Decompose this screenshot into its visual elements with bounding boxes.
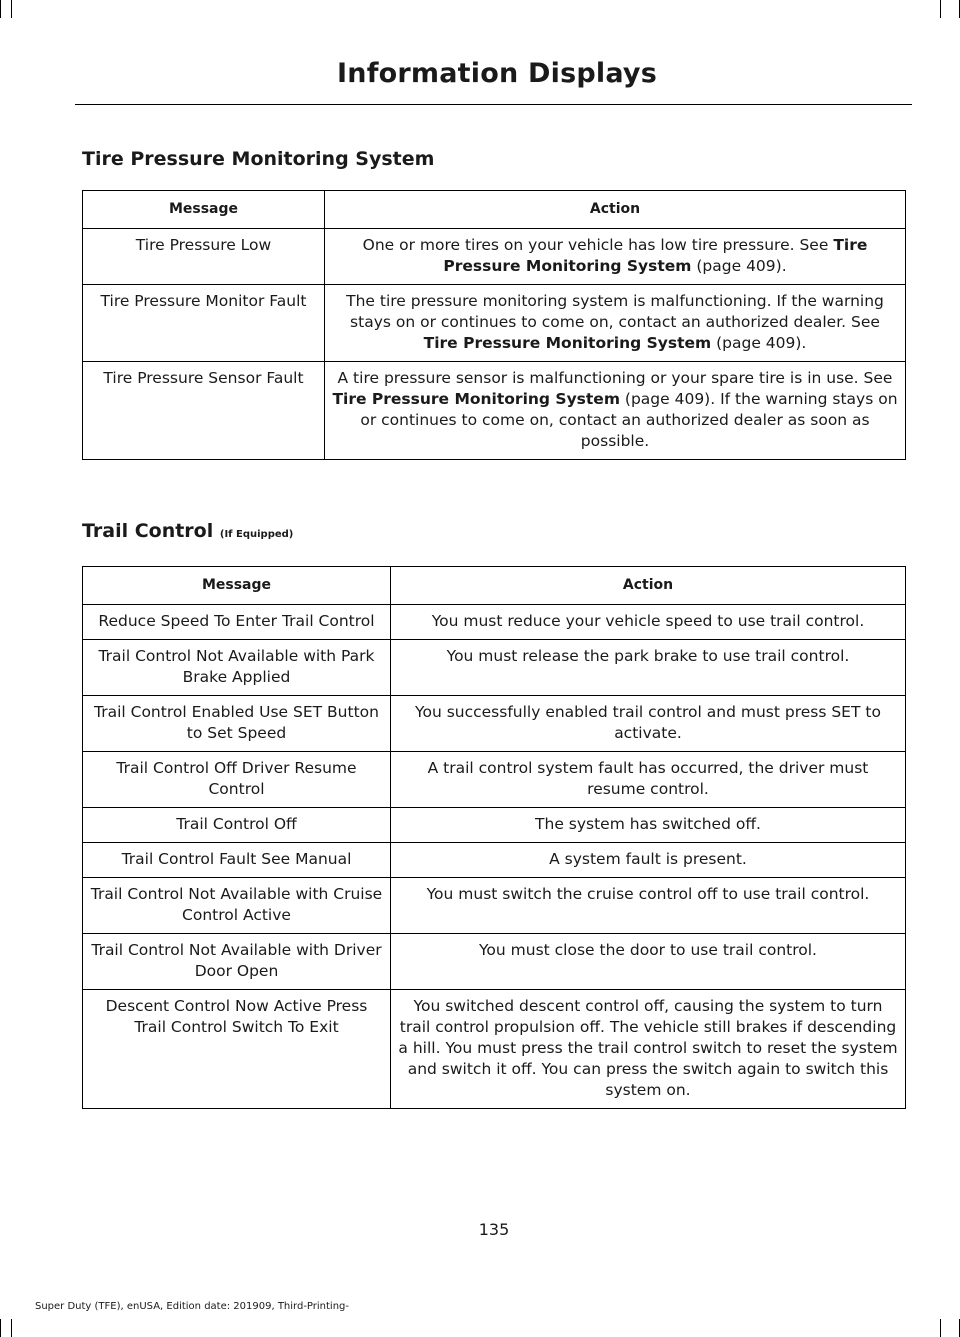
- table-row: [83, 640, 906, 696]
- action-text: You must switch the cruise control off to use trail control.: [426, 885, 870, 903]
- trail-control-message-table: [82, 566, 906, 1109]
- cross-reference-link-text: Tire Pressure Monitoring System: [332, 390, 620, 408]
- table-row: [83, 878, 906, 934]
- message-cell: Tire Pressure Sensor Fault: [83, 362, 325, 460]
- column-header-message: Message: [83, 567, 391, 605]
- crop-mark: [940, 0, 941, 18]
- action-text: The tire pressure monitoring system is malfunctioning. If the warning stays on or continues to come on, contact an authorized dealer. See: [346, 292, 884, 331]
- crop-mark: [11, 0, 12, 18]
- crop-mark: [940, 1319, 941, 1337]
- column-header-action: Action: [391, 567, 906, 605]
- action-text: (page 409).: [711, 334, 807, 352]
- action-cell: [325, 229, 906, 285]
- message-cell: Trail Control Off Driver Resume Control: [83, 752, 391, 808]
- action-text: You must release the park brake to use trail control.: [446, 647, 850, 665]
- action-text: You successfully enabled trail control and must press SET to activate.: [415, 703, 881, 742]
- table-row: [83, 605, 906, 640]
- action-cell: [391, 878, 906, 934]
- table-row: [83, 990, 906, 1109]
- table-row: [83, 229, 906, 285]
- action-text: You must reduce your vehicle speed to use trail control.: [431, 612, 865, 630]
- action-cell: [391, 605, 906, 640]
- table-row: [83, 285, 906, 362]
- table-row: [83, 934, 906, 990]
- action-text: A tire pressure sensor is malfunctioning or your spare tire is in use. See: [337, 369, 893, 387]
- action-cell: [391, 934, 906, 990]
- table-row: [83, 696, 906, 752]
- message-cell: Trail Control Not Available with Driver Door Open: [83, 934, 391, 990]
- table-row: [83, 752, 906, 808]
- message-cell: Tire Pressure Low: [83, 229, 325, 285]
- action-cell: [391, 696, 906, 752]
- header-rule: [75, 104, 912, 105]
- cross-reference-link-text: Tire Pressure Monitoring System: [423, 334, 712, 352]
- crop-mark: [0, 1319, 1, 1337]
- action-text: One or more tires on your vehicle has low tire pressure. See: [362, 236, 834, 254]
- if-equipped-note: (If Equipped): [219, 529, 294, 540]
- cross-reference-link-text: Tire Pressure Monitoring System: [443, 236, 868, 275]
- column-header-message: Message: [83, 191, 325, 229]
- table-row: [83, 362, 906, 460]
- table-row: [83, 808, 906, 843]
- message-cell: Trail Control Not Available with Park Brake Applied: [83, 640, 391, 696]
- action-text: The system has switched off.: [535, 815, 761, 833]
- action-cell: [391, 752, 906, 808]
- message-cell: Trail Control Not Available with Cruise Control Active: [83, 878, 391, 934]
- edition-footer: Super Duty (TFE), enUSA, Edition date: 201909, Third-Printing-: [35, 1301, 350, 1312]
- action-text: (page 409). If the warning stays on or continues to come on, contact an authorized dealer as soon as possible.: [360, 390, 898, 450]
- action-text: You must close the door to use trail control.: [479, 941, 817, 959]
- message-cell: Tire Pressure Monitor Fault: [83, 285, 325, 362]
- message-cell: Descent Control Now Active Press Trail Control Switch To Exit: [83, 990, 391, 1109]
- action-cell: [325, 285, 906, 362]
- section-title-tpms: Tire Pressure Monitoring System: [82, 148, 435, 170]
- action-cell: [391, 640, 906, 696]
- message-cell: Reduce Speed To Enter Trail Control: [83, 605, 391, 640]
- crop-mark: [0, 0, 1, 18]
- action-text: A system fault is present.: [549, 850, 747, 868]
- section-title-trail-control: Trail Control (If Equipped): [82, 520, 294, 542]
- message-cell: Trail Control Off: [83, 808, 391, 843]
- action-cell: [325, 362, 906, 460]
- tpms-message-table: [82, 190, 906, 460]
- page-title: Information Displays: [337, 58, 657, 89]
- column-header-action: Action: [325, 191, 906, 229]
- crop-mark: [11, 1319, 12, 1337]
- message-cell: Trail Control Enabled Use SET Button to Set Speed: [83, 696, 391, 752]
- action-cell: [391, 808, 906, 843]
- table-row: [83, 843, 906, 878]
- action-cell: [391, 843, 906, 878]
- message-cell: Trail Control Fault See Manual: [83, 843, 391, 878]
- action-text: (page 409).: [691, 257, 787, 275]
- action-text: You switched descent control off, causing the system to turn trail control propulsion off. The vehicle still brakes if descending a hill. You must press the trail control switch to reset the system and switch it off. You can press the switch again to switch this system on.: [398, 997, 898, 1099]
- page-number: 135: [478, 1220, 510, 1239]
- action-text: A trail control system fault has occurred, the driver must resume control.: [427, 759, 869, 798]
- action-cell: [391, 990, 906, 1109]
